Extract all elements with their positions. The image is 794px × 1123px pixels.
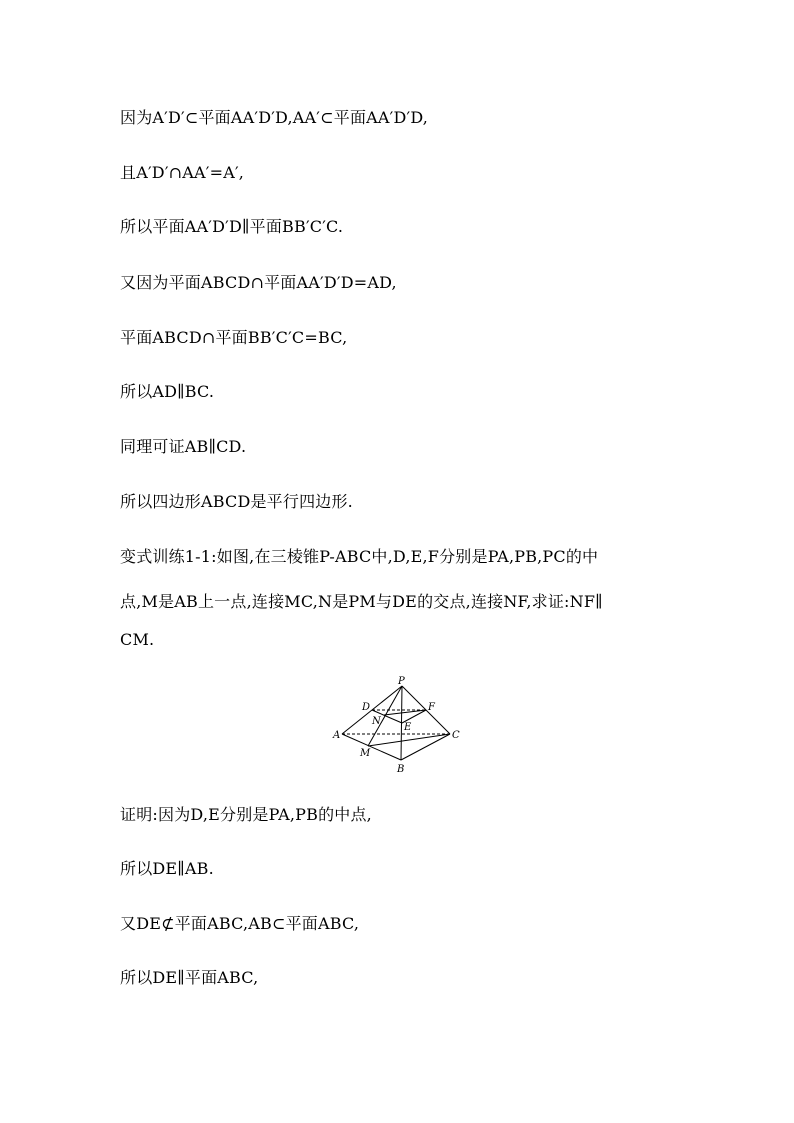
label-F: F [428,702,435,713]
label-A: A [333,730,341,741]
proof-line-1: 证明:因为D,E分别是PA,PB的中点, [120,805,372,824]
text-line-2: 且A′D′∩AA′=A′, [120,163,245,182]
label-E: E [404,722,412,733]
text-line-6: 所以AD∥BC. [120,382,215,401]
exercise-line-3: CM. [120,630,155,649]
edge-AB [342,734,401,760]
text-line-8: 所以四边形ABCD是平行四边形. [120,492,353,511]
proof-line-2: 所以DE∥AB. [120,859,214,878]
label-N: N [372,716,381,727]
edge-NF [384,710,426,715]
text-line-7: 同理可证AB∥CD. [120,437,247,456]
text-line-4: 又因为平面ABCD∩平面AA′D′D=AD, [120,273,397,292]
pyramid-figure [332,676,464,776]
proof-line-3: 又DE⊄平面ABC,AB⊂平面ABC, [120,914,360,933]
proof-line-4: 所以DE∥平面ABC, [120,968,259,987]
text-line-1: 因为A′D′⊂平面AA′D′D,AA′⊂平面AA′D′D, [120,108,429,127]
exercise-line-1: 变式训练1-1:如图,在三棱锥P-ABC中,D,E,F分别是PA,PB,PC的中 [120,547,599,566]
label-B: B [397,764,405,775]
text-line-3: 所以平面AA′D′D∥平面BB′C′C. [120,217,344,236]
text-line-5: 平面ABCD∩平面BB′C′C=BC, [120,328,348,347]
label-D: D [362,702,371,713]
pyramid-diagram [332,676,464,776]
label-C: C [452,730,460,741]
label-P: P [398,676,405,687]
exercise-line-2: 点,M是AB上一点,连接MC,N是PM与DE的交点,连接NF,求证:NF∥ [120,592,603,611]
label-M: M [360,748,371,759]
